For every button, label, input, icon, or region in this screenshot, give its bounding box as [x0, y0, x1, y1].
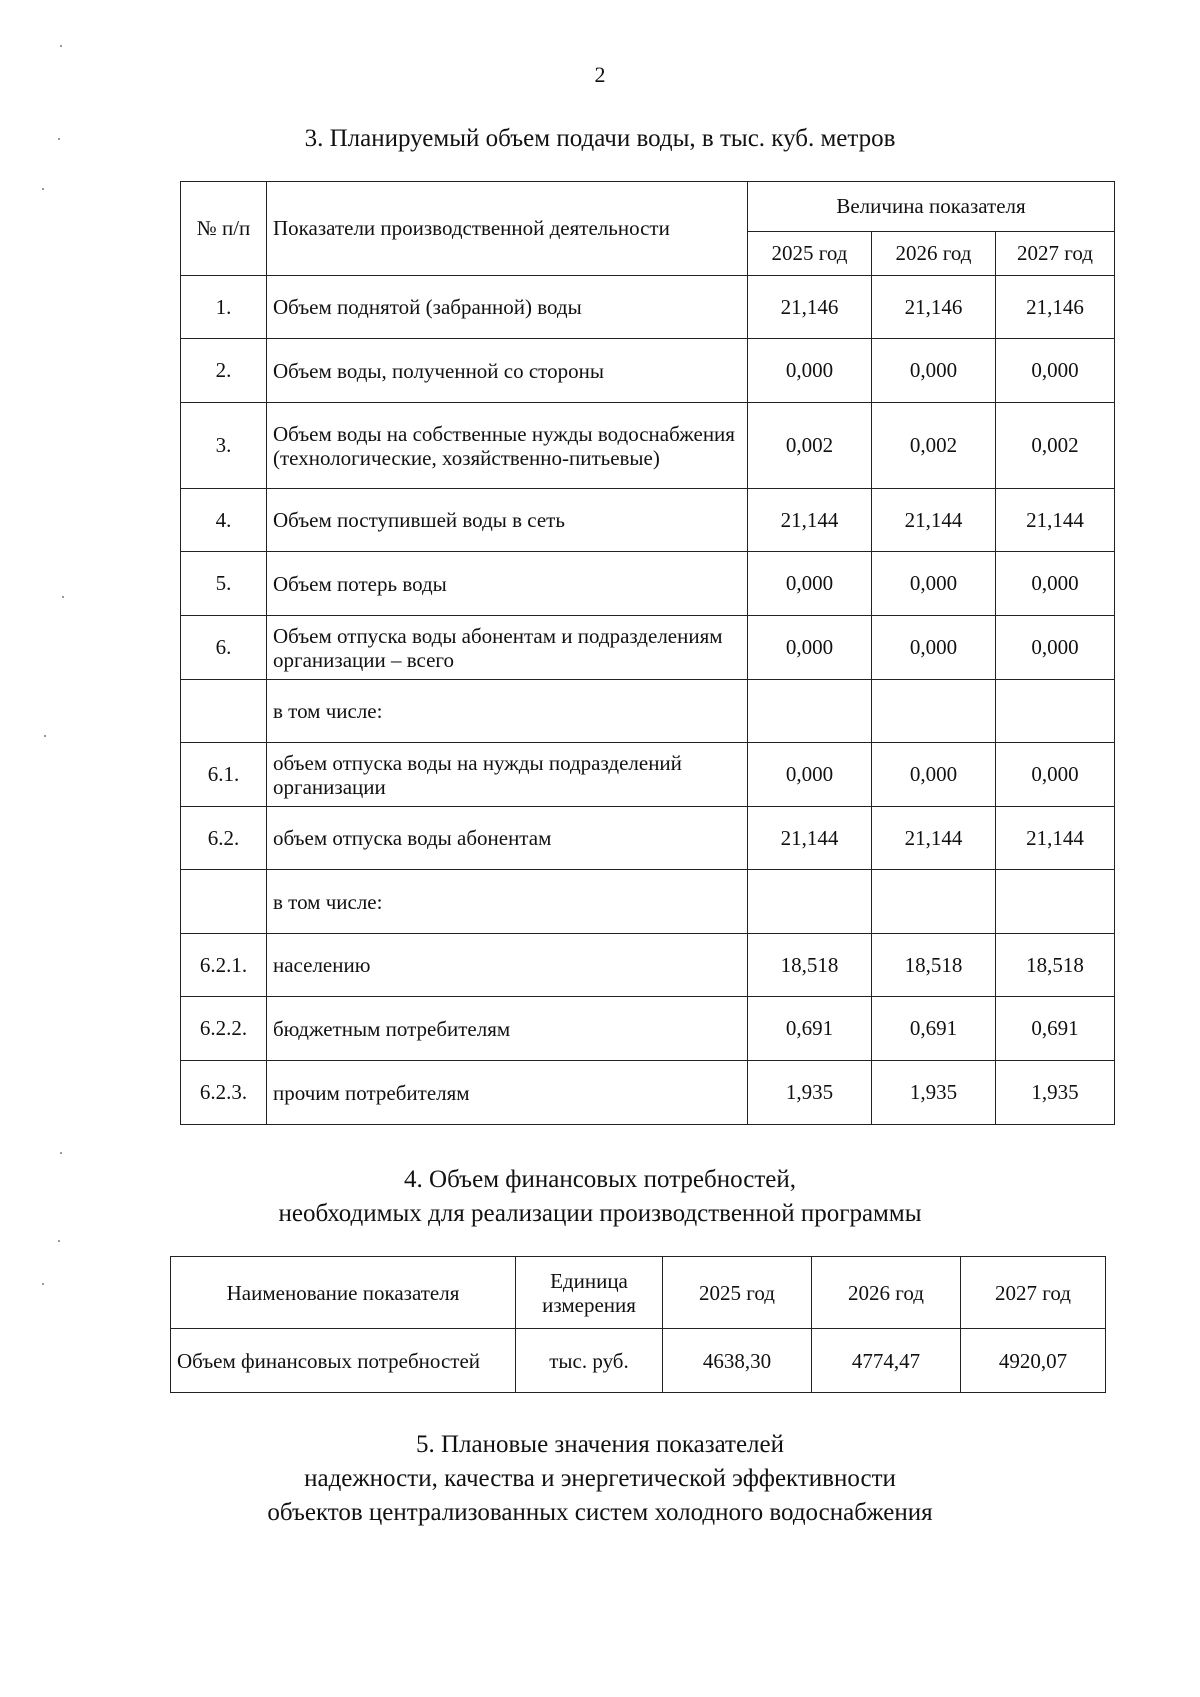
cell-value: 1,935	[996, 1061, 1115, 1125]
cell-value: 0,691	[872, 997, 996, 1061]
cell-value	[996, 870, 1115, 934]
cell-value: 4638,30	[663, 1329, 812, 1393]
header-indicator-name: Наименование показателя	[171, 1257, 516, 1329]
cell-value: 0,691	[996, 997, 1115, 1061]
cell-value: 21,146	[996, 276, 1115, 339]
cell-value: 0,000	[872, 616, 996, 680]
section-5-title	[0, 1428, 1200, 1530]
cell-value: 4920,07	[961, 1329, 1106, 1393]
cell-value	[748, 680, 872, 743]
cell-value: 21,144	[872, 489, 996, 552]
header-year: 2026 год	[872, 232, 996, 276]
cell-value: 0,000	[996, 743, 1115, 807]
scan-speck	[42, 1283, 44, 1285]
section-4-title-line: необходимых для реализации производственной программы	[278, 1200, 922, 1227]
cell-value: 0,000	[872, 339, 996, 403]
page-number: 2	[594, 62, 606, 87]
cell-indicator: Объем поступившей воды в сеть	[267, 489, 748, 552]
section-5-title-line: объектов централизованных систем холодного водоснабжения	[267, 1499, 933, 1526]
cell-row-number: 5.	[181, 552, 267, 616]
table-row	[171, 1329, 1106, 1393]
cell-row-number: 6.	[181, 616, 267, 680]
financial-needs-table	[170, 1256, 1106, 1393]
table-row	[181, 403, 1115, 489]
cell-value: 1,935	[748, 1061, 872, 1125]
scan-speck	[58, 1240, 60, 1242]
table-row	[181, 552, 1115, 616]
table-row	[181, 276, 1115, 339]
header-num: № п/п	[181, 182, 267, 276]
cell-row-number	[181, 870, 267, 934]
section-4-title-line: 4. Объем финансовых потребностей,	[404, 1166, 796, 1193]
scan-speck	[60, 1152, 62, 1154]
cell-indicator: в том числе:	[267, 680, 748, 743]
cell-value: 0,000	[748, 552, 872, 616]
cell-value: 21,144	[748, 807, 872, 870]
table-row	[181, 870, 1115, 934]
cell-value: 21,144	[996, 807, 1115, 870]
cell-indicator: населению	[267, 934, 748, 997]
cell-value: 0,002	[996, 403, 1115, 489]
cell-value: 0,000	[748, 616, 872, 680]
cell-indicator: Объем отпуска воды абонентам и подразделениям организации – всего	[267, 616, 748, 680]
cell-value: 21,146	[872, 276, 996, 339]
cell-row-number: 6.2.2.	[181, 997, 267, 1061]
cell-value: 0,691	[748, 997, 872, 1061]
section-3-title	[0, 122, 1200, 156]
cell-row-number	[181, 680, 267, 743]
cell-row-number: 6.1.	[181, 743, 267, 807]
section-5-title-line: надежности, качества и энергетической эффективности	[304, 1465, 896, 1492]
cell-value: 0,002	[872, 403, 996, 489]
cell-value: 0,000	[996, 616, 1115, 680]
scan-speck	[62, 596, 64, 598]
cell-value: 1,935	[872, 1061, 996, 1125]
table-row	[181, 489, 1115, 552]
scan-speck	[58, 138, 60, 140]
cell-indicator: Объем поднятой (забранной) воды	[267, 276, 748, 339]
cell-value: 0,000	[748, 339, 872, 403]
cell-indicator: в том числе:	[267, 870, 748, 934]
cell-indicator: Объем воды на собственные нужды водоснабжения (технологические, хозяйственно-питьевые)	[267, 403, 748, 489]
table-row	[181, 616, 1115, 680]
table-row	[181, 997, 1115, 1061]
cell-unit: тыс. руб.	[516, 1329, 663, 1393]
table-row	[181, 934, 1115, 997]
cell-value: 18,518	[996, 934, 1115, 997]
cell-row-number: 2.	[181, 339, 267, 403]
cell-indicator: Объем воды, полученной со стороны	[267, 339, 748, 403]
cell-row-number: 1.	[181, 276, 267, 339]
header-year: 2026 год	[812, 1257, 961, 1329]
cell-value: 0,000	[872, 743, 996, 807]
table-row	[181, 680, 1115, 743]
header-value-group: Величина показателя	[748, 182, 1115, 232]
cell-value: 21,146	[748, 276, 872, 339]
table-row	[181, 743, 1115, 807]
cell-value: 4774,47	[812, 1329, 961, 1393]
section-5-title-line: 5. Плановые значения показателей	[415, 1431, 785, 1458]
header-indicator: Показатели производственной деятельности	[267, 182, 748, 276]
cell-value: 21,144	[996, 489, 1115, 552]
cell-indicator-name: Объем финансовых потребностей	[171, 1329, 516, 1393]
scan-speck	[42, 188, 44, 190]
cell-indicator: Объем потерь воды	[267, 552, 748, 616]
water-supply-table	[180, 181, 1115, 1125]
cell-value: 21,144	[872, 807, 996, 870]
header-unit: Единица измерения	[516, 1257, 663, 1329]
header-year: 2027 год	[961, 1257, 1106, 1329]
scan-speck	[60, 45, 62, 47]
header-year: 2027 год	[996, 232, 1115, 276]
cell-value: 18,518	[748, 934, 872, 997]
cell-indicator: бюджетным потребителям	[267, 997, 748, 1061]
header-year: 2025 год	[748, 232, 872, 276]
cell-row-number: 3.	[181, 403, 267, 489]
cell-value: 0,000	[748, 743, 872, 807]
cell-value: 0,002	[748, 403, 872, 489]
cell-indicator: прочим потребителям	[267, 1061, 748, 1125]
cell-row-number: 4.	[181, 489, 267, 552]
cell-indicator: объем отпуска воды на нужды подразделений организации	[267, 743, 748, 807]
header-year: 2025 год	[663, 1257, 812, 1329]
cell-value	[996, 680, 1115, 743]
cell-value: 0,000	[996, 339, 1115, 403]
cell-value	[872, 680, 996, 743]
cell-row-number: 6.2.1.	[181, 934, 267, 997]
section-3-title-text: 3. Планируемый объем подачи воды, в тыс. куб. метров	[304, 125, 896, 152]
cell-row-number: 6.2.	[181, 807, 267, 870]
cell-value: 0,000	[996, 552, 1115, 616]
cell-value: 21,144	[748, 489, 872, 552]
cell-row-number: 6.2.3.	[181, 1061, 267, 1125]
cell-value: 18,518	[872, 934, 996, 997]
table-row	[181, 339, 1115, 403]
scan-speck	[44, 735, 46, 737]
section-4-title	[0, 1163, 1200, 1231]
cell-value	[748, 870, 872, 934]
table-row	[181, 1061, 1115, 1125]
table-row	[181, 807, 1115, 870]
cell-value	[872, 870, 996, 934]
cell-value: 0,000	[872, 552, 996, 616]
cell-indicator: объем отпуска воды абонентам	[267, 807, 748, 870]
